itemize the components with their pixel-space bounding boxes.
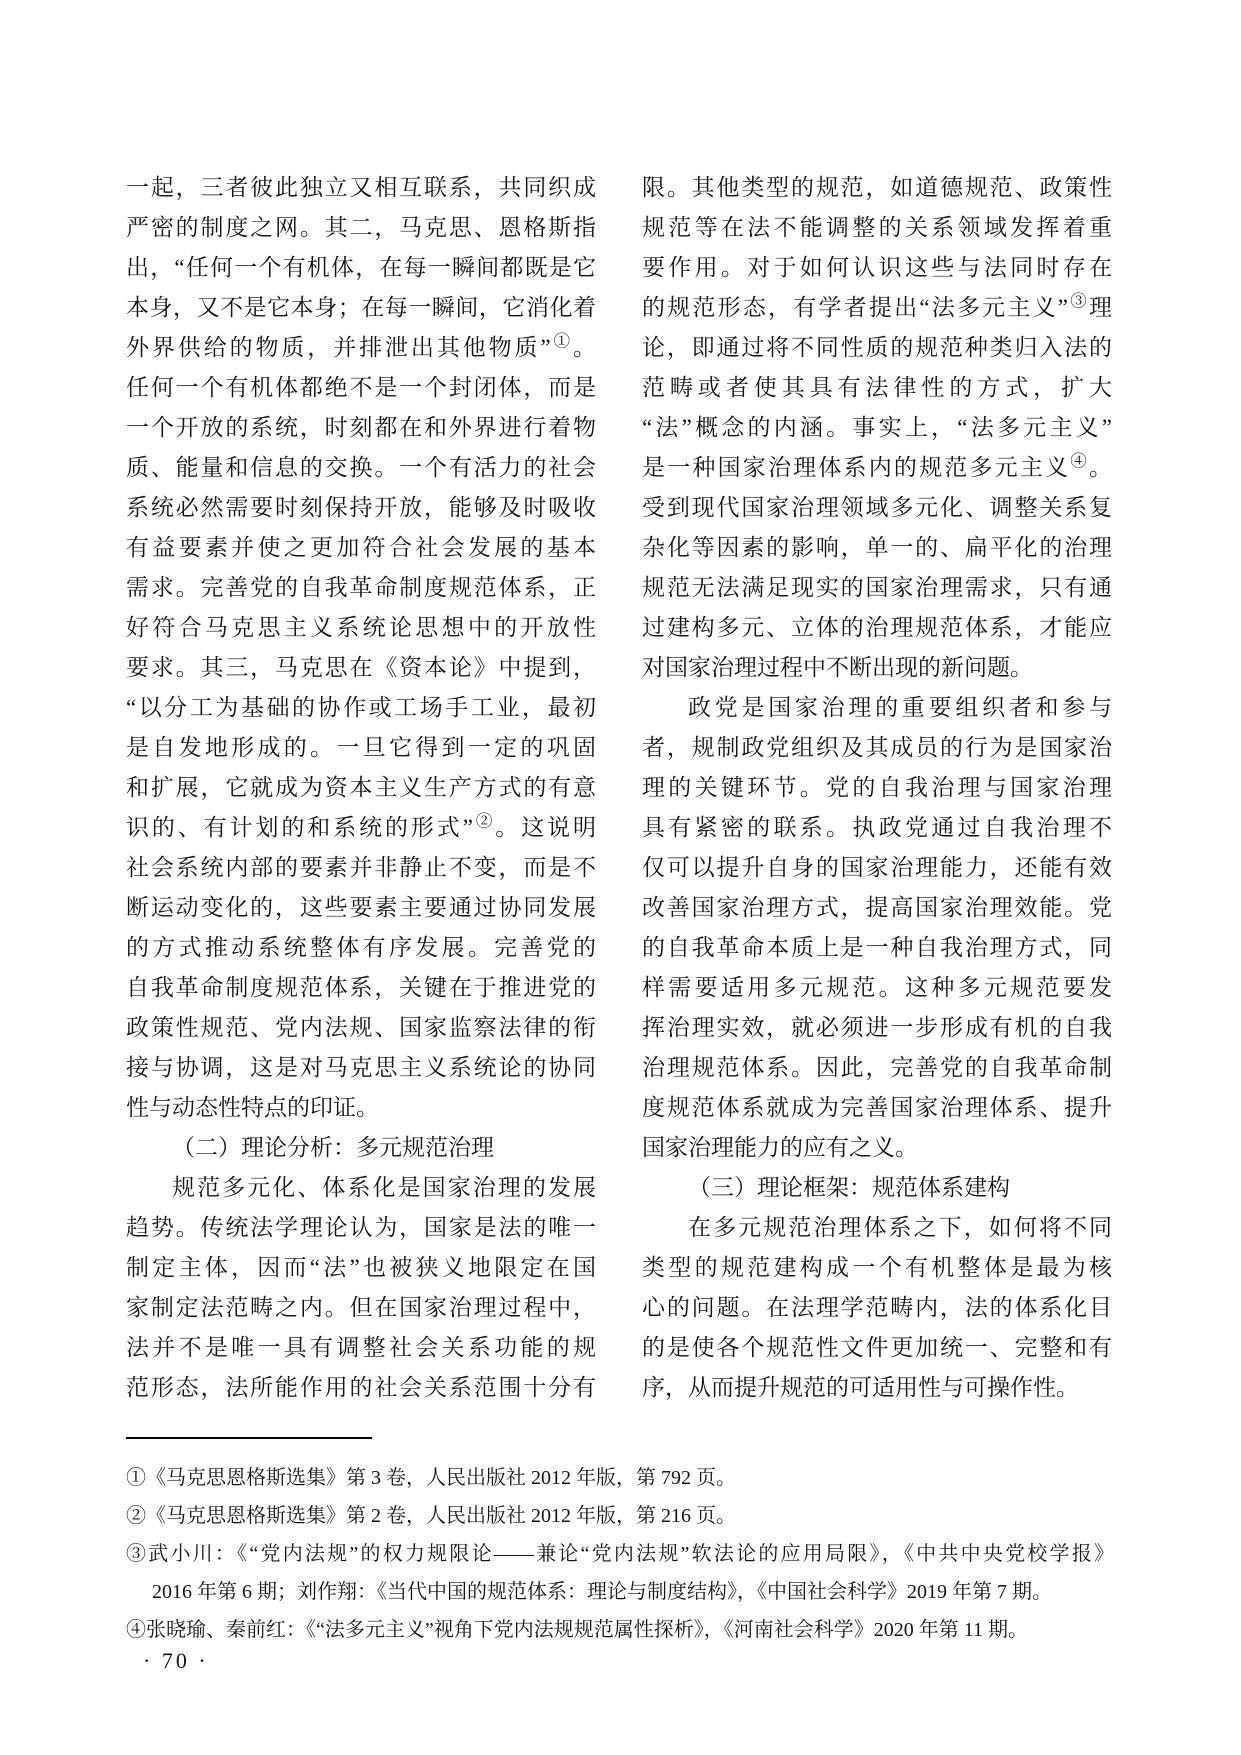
text-line: 制定主体，因而“法”也被狭义地限定在国 [126,1255,596,1280]
footnote-marker: ① [550,331,573,351]
text-line: 性与动态性特点的印证。 [126,1095,379,1120]
text-line: 度规范体系就成为完善国家治理体系、提升 [642,1095,1112,1120]
text-line: 政党是国家治理的重要组织者和参与 [688,695,1112,720]
text-line: 挥治理实效，就必须进一步形成有机的自我 [642,1015,1112,1040]
text-line: 自我革命制度规范体系，关键在于推进党的 [126,975,596,1000]
text-line: 严密的制度之网。其二，马克思、恩格斯指 [126,215,596,240]
footnote-marker: ④ [1070,451,1089,471]
text-line: 要作用。对于如何认识这些与法同时存在 [642,255,1112,280]
text-line: 有益要素并使之更加符合社会发展的基本 [126,535,596,560]
text-line: 治理规范体系。因此，完善党的自我革命制 [642,1055,1112,1080]
text-line: 对国家治理过程中不断出现的新问题。 [642,655,1033,680]
footnotes [126,1459,1114,1649]
text-line: 的规范形态，有学者提出“法多元主义”③理 [642,291,1112,320]
text-line: 仅可以提升自身的国家治理能力，还能有效 [642,855,1112,880]
text-line: “以分工为基础的协作或工场手工业，最初 [126,695,596,720]
text-line: 的方式推动系统整体有序发展。完善党的 [126,935,596,960]
text-line: 过建构多元、立体的治理规范体系，才能应 [642,615,1112,640]
footnote-line: ④张晓瑜、秦前红：《“法多元主义”视角下党内法规规范属性探析》，《河南社会科学》2020 年第 11 期。 [126,1619,1029,1641]
text-line: 理的关键环节。党的自我治理与国家治理 [642,775,1112,800]
right-column [642,168,1112,1408]
text-line: 的自我革命本质上是一种自我治理方式，同 [642,935,1112,960]
text-line: 法并不是唯一具有调整社会关系功能的规 [126,1335,596,1360]
text-line: （二）理论分析：多元规范治理 [172,1135,494,1160]
text-line: 外界供给的物质，并排泄出其他物质”①。 [126,331,596,360]
text-line: 需求。完善党的自我革命制度规范体系，正 [126,575,596,600]
text-line: 断运动变化的，这些要素主要通过协同发展 [126,895,596,920]
text-line: 的是使各个规范性文件更加统一、完整和有 [642,1335,1112,1360]
footnote-divider [126,1437,372,1439]
footnote-line: 2016 年第 6 期；刘作翔：《当代中国的规范体系：理论与制度结构》，《中国社会科学》2019 年第 7 期。 [152,1581,1052,1603]
text-line: 任何一个有机体都绝不是一个封闭体，而是 [126,375,596,400]
text-line: 国家治理能力的应有之义。 [642,1135,918,1160]
text-line: 一起，三者彼此独立又相互联系，共同织成 [126,175,596,200]
footnote-marker: ② [472,811,496,831]
text-line: 样需要适用多元规范。这种多元规范要发 [642,975,1112,1000]
text-line: 在多元规范治理体系之下，如何将不同 [688,1215,1112,1240]
page-number: · 70 · [143,1648,209,1673]
footnote-marker: ③ [1068,291,1089,311]
text-line: 范形态，法所能作用的社会关系范围十分有 [126,1375,596,1400]
text-line: 社会系统内部的要素并非静止不变，而是不 [126,855,596,880]
text-line: 受到现代国家治理领域多元化、调整关系复 [642,495,1112,520]
text-line: 者，规制政党组织及其成员的行为是国家治 [642,735,1112,760]
text-line: （三）理论框架：规范体系建构 [688,1175,1010,1200]
text-line: 规范等在法不能调整的关系领域发挥着重 [642,215,1112,240]
text-line: 类型的规范建构成一个有机整体是最为核 [642,1255,1112,1280]
text-line: 质、能量和信息的交换。一个有活力的社会 [126,455,596,480]
text-line: 要求。其三，马克思在《资本论》中提到， [126,655,596,680]
text-line: “法”概念的内涵。事实上，“法多元主义” [642,415,1112,440]
text-line: 识的、有计划的和系统的形式”②。这说明 [126,811,596,840]
text-line: 规范多元化、体系化是国家治理的发展 [172,1175,596,1200]
text-line: 本身，又不是它本身；在每一瞬间，它消化着 [126,295,596,320]
text-line: 具有紧密的联系。执政党通过自我治理不 [642,815,1112,840]
text-line: 接与协调，这是对马克思主义系统论的协同 [126,1055,596,1080]
text-line: 杂化等因素的影响，单一的、扁平化的治理 [642,535,1112,560]
text-line: 范畴或者使其具有法律性的方式，扩大 [642,375,1112,400]
text-line: 论，即通过将不同性质的规范种类归入法的 [642,335,1112,360]
footnote-line: ②《马克思恩格斯选集》第 2 卷，人民出版社 2012 年版，第 216 页。 [126,1505,736,1527]
text-line: 序，从而提升规范的可适用性与可操作性。 [642,1375,1079,1400]
text-line: 限。其他类型的规范，如道德规范、政策性 [642,175,1112,200]
text-line: 政策性规范、党内法规、国家监察法律的衔 [126,1015,596,1040]
text-line: 和扩展，它就成为资本主义生产方式的有意 [126,775,596,800]
text-line: 趋势。传统法学理论认为，国家是法的唯一 [126,1215,596,1240]
text-line: 出，“任何一个有机体，在每一瞬间都既是它 [126,255,596,280]
text-line: 改善国家治理方式，提高国家治理效能。党 [642,895,1112,920]
text-line: 家制定法范畴之内。但在国家治理过程中， [126,1295,596,1320]
text-line: 一个开放的系统，时刻都在和外界进行着物 [126,415,596,440]
footnote-line: ③武小川：《“党内法规”的权力规限论——兼论“党内法规”软法论的应用局限》，《中共中央党校学报》 [126,1543,1114,1565]
text-line: 是自发地形成的。一旦它得到一定的巩固 [126,735,596,760]
text-line: 好符合马克思主义系统论思想中的开放性 [126,615,596,640]
text-line: 规范无法满足现实的国家治理需求，只有通 [642,575,1112,600]
footnote-line: ①《马克思恩格斯选集》第 3 卷，人民出版社 2012 年版，第 792 页。 [126,1467,736,1489]
text-line: 心的问题。在法理学范畴内，法的体系化目 [642,1295,1112,1320]
text-line: 系统必然需要时刻保持开放，能够及时吸收 [126,495,596,520]
text-line: 是一种国家治理体系内的规范多元主义④。 [642,451,1112,480]
left-column [126,168,596,1408]
